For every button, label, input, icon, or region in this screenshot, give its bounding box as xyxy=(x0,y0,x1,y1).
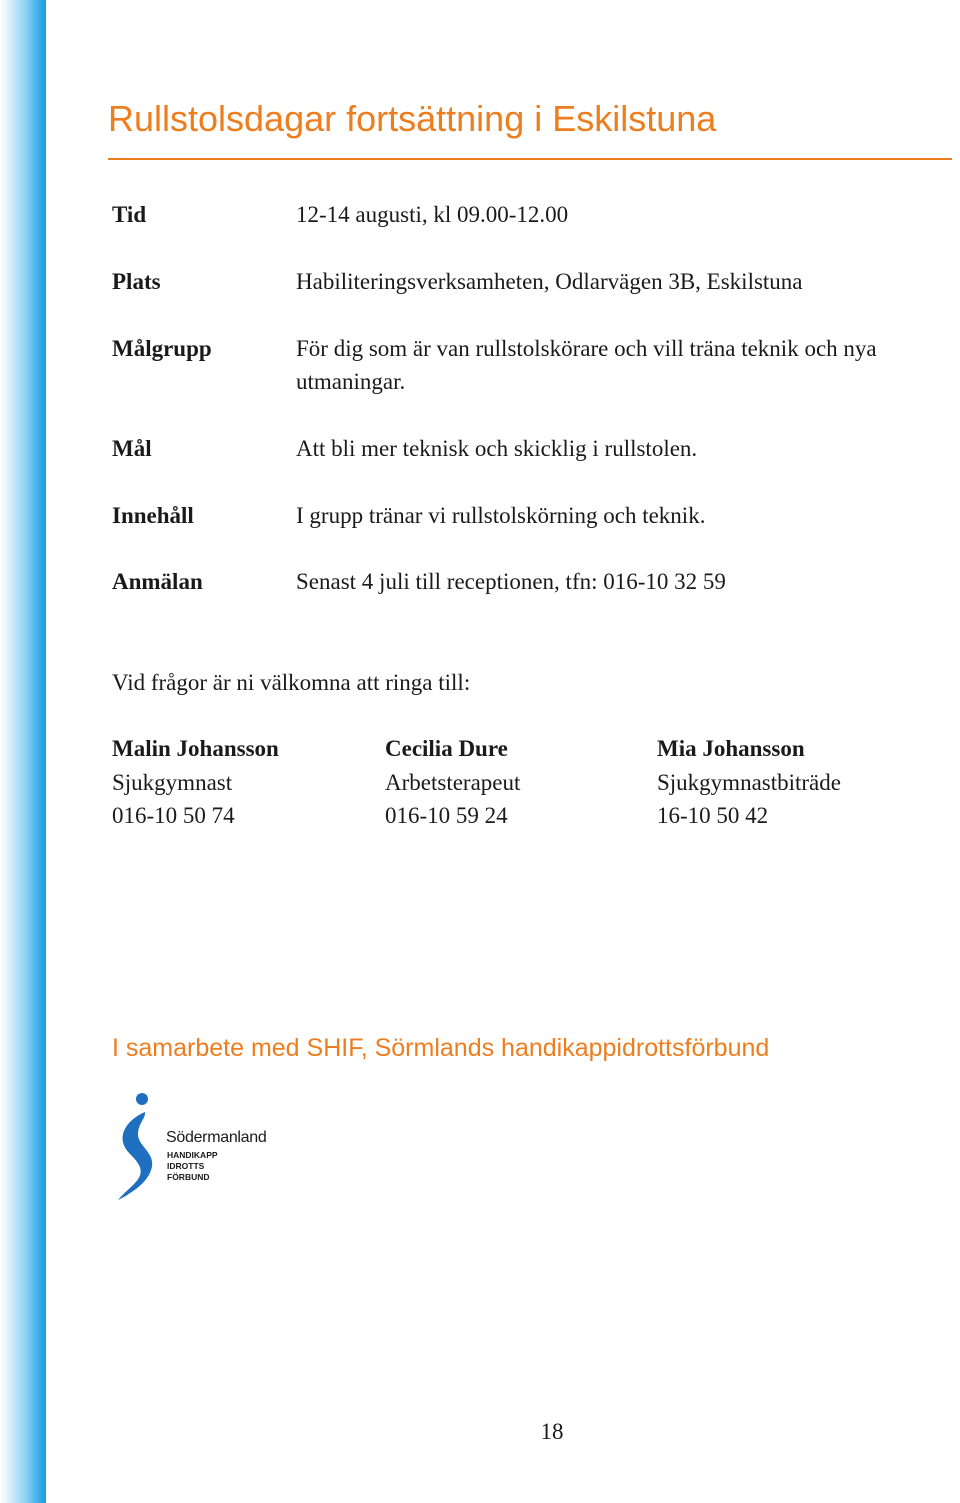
contact-role: Arbetsterapeut xyxy=(385,769,521,795)
info-value-mal: Att bli mer teknisk och skicklig i rullstolen. xyxy=(296,436,698,461)
page-title: Rullstolsdagar fortsättning i Eskilstuna xyxy=(108,98,717,139)
side-color-bar xyxy=(0,0,46,1503)
handikapp-idrott-figure-icon xyxy=(112,1090,162,1202)
contact-name: Cecilia Dure xyxy=(385,736,508,761)
info-value-innehall: I grupp tränar vi rullstolskörning och teknik. xyxy=(296,503,706,528)
contact-role: Sjukgymnastbiträde xyxy=(657,769,841,795)
info-value-tid: 12-14 augusti, kl 09.00-12.00 xyxy=(296,202,569,227)
info-value-malgrupp: För dig som är van rullstolskörare och vill träna teknik och nya utmaningar. xyxy=(296,336,877,394)
info-value-anmalan: Senast 4 juli till receptionen, tfn: 016-10 32 59 xyxy=(296,569,726,594)
contact-phone: 016-10 59 24 xyxy=(385,803,508,828)
contact-phone: 016-10 50 74 xyxy=(112,803,235,828)
contact-card xyxy=(385,732,520,833)
contact-name: Malin Johansson xyxy=(112,736,279,761)
info-label-tid: Tid xyxy=(112,202,147,227)
contact-name: Mia Johansson xyxy=(657,736,805,761)
info-label-innehall: Innehåll xyxy=(112,503,194,528)
info-label-malgrupp: Målgrupp xyxy=(112,336,212,361)
logo-title: Södermanland xyxy=(166,1129,267,1146)
contact-role: Sjukgymnast xyxy=(112,769,233,795)
contact-intro: Vid frågor är ni välkomna att ringa till: xyxy=(112,670,471,695)
logo-subtitle-line: HANDIKAPP xyxy=(167,1150,218,1160)
logo-subtitle-line: IDROTTS xyxy=(167,1161,205,1171)
info-label-plats: Plats xyxy=(112,269,161,294)
cooperation-note: I samarbete med SHIF, Sörmlands handikappidrottsförbund xyxy=(112,1034,770,1062)
page-number: 18 xyxy=(540,1419,564,1444)
info-label-mal: Mål xyxy=(112,436,152,461)
logo-subtitle xyxy=(167,1150,218,1183)
title-divider xyxy=(108,158,952,160)
contact-card xyxy=(657,732,841,833)
sodermanland-logo xyxy=(112,1090,282,1202)
logo-subtitle-line: FÖRBUND xyxy=(167,1172,210,1182)
info-value-plats: Habiliteringsverksamheten, Odlarvägen 3B, Eskilstuna xyxy=(296,269,803,294)
contact-phone: 16-10 50 42 xyxy=(657,803,769,828)
contact-card xyxy=(112,732,279,833)
info-label-anmalan: Anmälan xyxy=(112,569,203,594)
